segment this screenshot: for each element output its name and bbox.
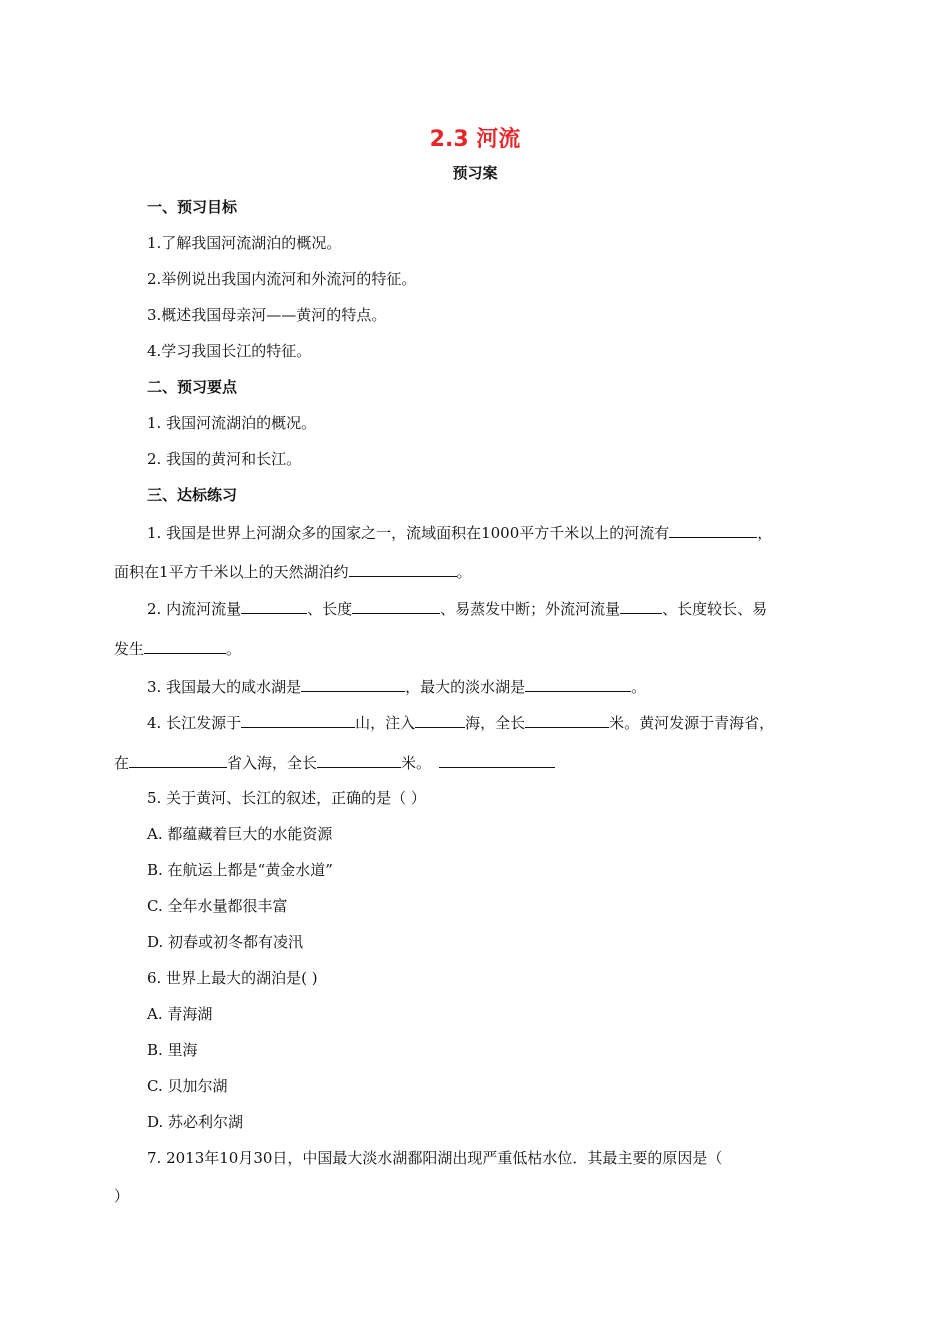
answer-blank[interactable] [352, 598, 440, 614]
answer-blank[interactable] [415, 712, 465, 728]
answer-blank[interactable] [525, 676, 631, 692]
question-1-line-2: 面积在1平方千米以上的天然湖泊约 。 [114, 563, 472, 581]
keypoint-item: 2. 我国的黄河和长江。 [147, 450, 302, 468]
goal-item: 3.概述我国母亲河——黄河的特点。 [147, 306, 387, 324]
option-c[interactable]: C. 贝加尔湖 [147, 1077, 228, 1095]
goal-item: 4.学习我国长江的特征。 [147, 342, 312, 360]
goal-item: 2.举例说出我国内流河和外流河的特征。 [147, 270, 417, 288]
answer-blank[interactable] [241, 712, 355, 728]
question-4-line-1: 4. 长江发源于 山，注入 海，全长 米。黄河发源于青海省， [147, 714, 775, 732]
option-c[interactable]: C. 全年水量都很丰富 [147, 897, 288, 915]
answer-blank[interactable] [349, 561, 457, 577]
page-title: 2.3 河流 [429, 127, 521, 152]
option-a[interactable]: A. 青海湖 [147, 1005, 213, 1023]
option-d[interactable]: D. 苏必利尔湖 [147, 1113, 244, 1131]
question-5-stem: 5. 关于黄河、长江的叙述，正确的是（ ） [147, 789, 426, 807]
answer-blank[interactable] [301, 676, 405, 692]
section-heading-goals: 一、预习目标 [147, 198, 238, 216]
question-6-stem: 6. 世界上最大的湖泊是( ) [147, 969, 318, 987]
option-d[interactable]: D. 初春或初冬都有凌汛 [147, 933, 304, 951]
section-heading-exercises: 三、达标练习 [147, 486, 238, 504]
question-2-line-2: 发生 。 [114, 640, 242, 658]
answer-blank[interactable] [129, 752, 227, 768]
question-2-line-1: 2. 内流河流量 、长度 、易蒸发中断；外流河流量 、长度较长、易 [147, 600, 768, 618]
answer-blank[interactable] [620, 598, 662, 614]
page-subtitle: 预习案 [452, 164, 498, 182]
answer-blank[interactable] [241, 598, 307, 614]
section-heading-keypoints: 二、预习要点 [147, 378, 238, 396]
answer-blank[interactable] [525, 712, 609, 728]
question-3: 3. 我国最大的咸水湖是 ，最大的淡水湖是 。 [147, 678, 647, 696]
answer-blank[interactable] [144, 638, 226, 654]
question-4-line-2: 在 省入海，全长 米。 [114, 752, 555, 773]
answer-blank[interactable] [439, 752, 555, 768]
answer-blank[interactable] [317, 752, 401, 768]
option-b[interactable]: B. 在航运上都是“黄金水道” [147, 861, 333, 879]
option-a[interactable]: A. 都蕴藏着巨大的水能资源 [147, 825, 333, 843]
question-7-stem: 7. 2013年10月30日，中国最大淡水湖鄱阳湖出现严重低枯水位．其最主要的原因是（ [147, 1149, 723, 1167]
question-1-line-1: 1. 我国是世界上河湖众多的国家之一，流域面积在1000平方千米以上的河流有 ， [147, 524, 773, 542]
keypoint-item: 1. 我国河流湖泊的概况。 [147, 414, 317, 432]
option-b[interactable]: B. 里海 [147, 1041, 198, 1059]
goal-item: 1.了解我国河流湖泊的概况。 [147, 234, 342, 252]
question-7-tail: ） [114, 1187, 130, 1205]
answer-blank[interactable] [669, 522, 757, 538]
